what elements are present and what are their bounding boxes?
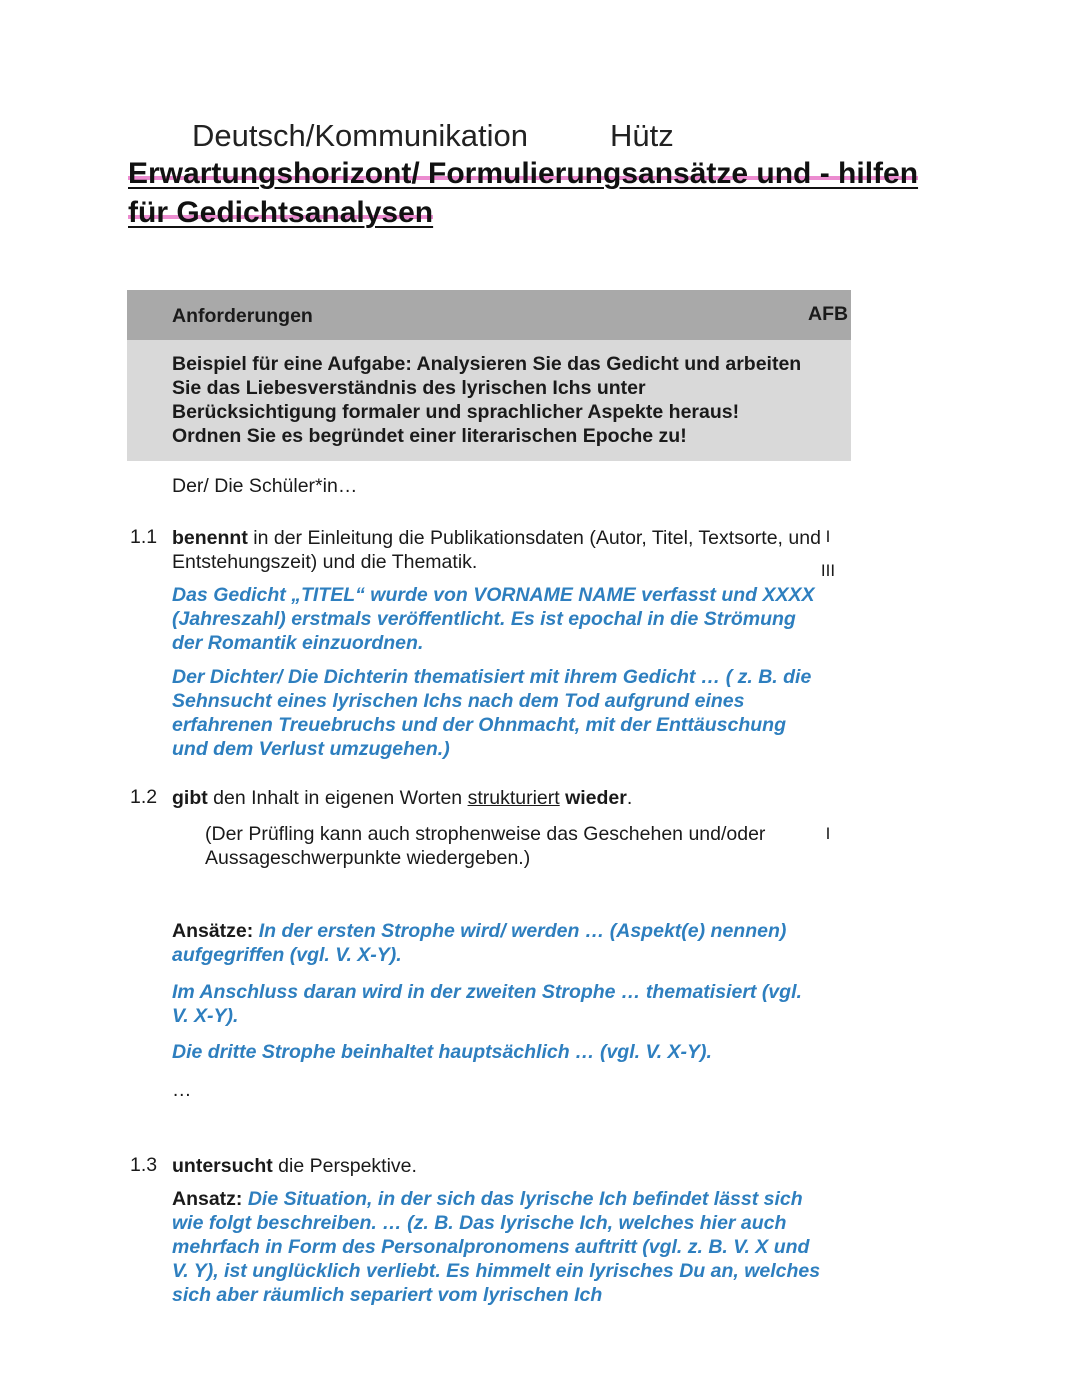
column-header-afb: AFB xyxy=(808,303,849,325)
intro-text: Der/ Die Schüler*in… xyxy=(172,475,358,497)
ansatz-text: Ansätze: In der ersten Strophe wird/ werden … (Aspekt(e) nennen) aufgegriffen (vgl. V. X-Y). xyxy=(172,920,787,966)
item-number: 1.1 xyxy=(130,526,158,548)
item-requirement: benennt in der Einleitung die Publikationsdaten (Autor, Titel, Textsorte, und Entstehungszeit) und die Thematik. xyxy=(172,527,821,573)
afb-value: III xyxy=(820,561,836,580)
subject-label: Deutsch/Kommunikation xyxy=(192,118,528,153)
example-text: Im Anschluss daran wird in der zweiten Strophe … thematisiert (vgl. V. X-Y). xyxy=(172,981,802,1027)
item-requirement: gibt den Inhalt in eigenen Worten strukturiert wieder. xyxy=(172,787,633,809)
item-note: (Der Prüfling kann auch strophenweise das Geschehen und/oder Aussageschwerpunkte wiedergeben.) xyxy=(205,823,766,869)
item-number: 1.2 xyxy=(130,786,158,808)
column-header-requirements: Anforderungen xyxy=(172,305,313,327)
ellipsis-text: … xyxy=(172,1079,192,1101)
task-text: Beispiel für eine Aufgabe: Analysieren Sie das Gedicht und arbeiten Sie das Liebesverständnis des lyrischen Ichs unter Berücksichtigung formaler und sprachlicher Aspekte heraus! Ordnen Sie es begründet einer literarischen Epoche zu! xyxy=(172,353,802,447)
teacher-name: Hütz xyxy=(610,118,674,153)
afb-value: I xyxy=(825,527,831,546)
example-text: Die dritte Strophe beinhaltet hauptsächlich … (vgl. V. X-Y). xyxy=(172,1041,712,1063)
document-title: Erwartungshorizont/ Formulierungsansätze und - hilfen für Gedichtsanalysen xyxy=(128,157,919,229)
item-requirement: untersucht die Perspektive. xyxy=(172,1155,417,1177)
afb-value: I xyxy=(825,824,831,843)
item-number: 1.3 xyxy=(130,1154,158,1176)
example-text: Das Gedicht „TITEL“ wurde von VORNAME NAME verfasst und XXXX (Jahreszahl) erstmals veröffentlicht. Es ist epochal in die Strömung der Romantik einzuordnen. xyxy=(172,584,815,654)
ansatz-text: Ansatz: Die Situation, in der sich das lyrische Ich befindet lässt sich wie folgt beschreiben. … (z. B. Das lyrische Ich, welches hier auch mehrfach in Form des Personalpronomens auftritt (vgl. z. B. V. X und V. Y), ist unglücklich verliebt. Es himmelt ein lyrisches Du an, welches sich aber räumlich separiert vom lyrischen Ich xyxy=(172,1188,821,1306)
example-text: Der Dichter/ Die Dichterin thematisiert mit ihrem Gedicht … ( z. B. die Sehnsucht eines lyrischen Ichs nach dem Tod aufgrund eines erfahrenen Treuebruchs und der Ohnmacht, mit der Enttäuschung und dem Verlust umzugehen.) xyxy=(172,666,812,760)
